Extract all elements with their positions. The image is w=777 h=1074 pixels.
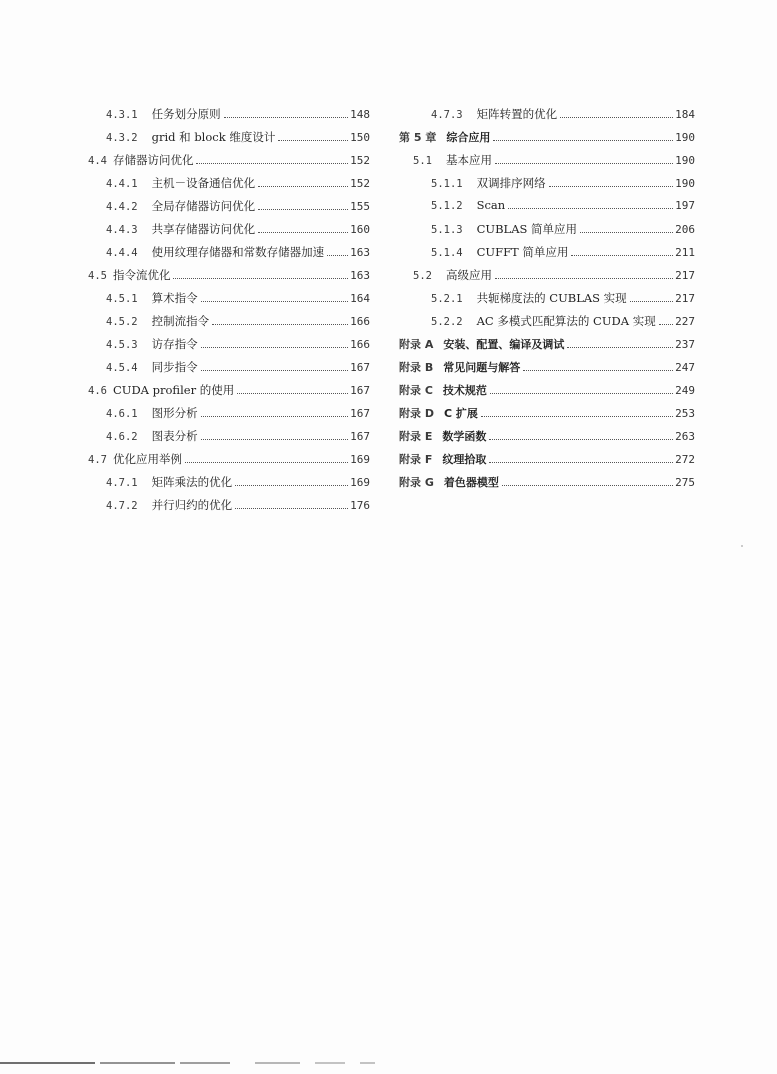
- toc-entry-page: 217: [675, 292, 695, 305]
- toc-entry-title: 常见问题与解答: [443, 361, 521, 374]
- toc-dot-leader: [495, 163, 673, 164]
- toc-entry-page: 211: [675, 246, 695, 259]
- toc-entry-page: 263: [675, 430, 695, 443]
- toc-dot-leader: [201, 439, 349, 440]
- toc-entry-page: 166: [350, 315, 370, 328]
- toc-entry: [88, 175, 370, 198]
- toc-entry: [88, 106, 370, 129]
- toc-dot-leader: [196, 163, 348, 164]
- toc-entry: [399, 106, 695, 129]
- toc-entry-page: 152: [350, 177, 370, 190]
- toc-dot-leader: [258, 209, 348, 210]
- toc-entry-number: 附录 B: [399, 361, 434, 374]
- toc-entry-page: 148: [350, 108, 370, 121]
- toc-entry-number: 4.7.2: [106, 500, 138, 512]
- toc-entry-title: 指令流优化: [112, 268, 171, 282]
- toc-entry-number: 5.1.4: [431, 247, 463, 259]
- toc-dot-leader: [523, 370, 673, 371]
- toc-entry-title: AC 多模式匹配算法的 CUDA 实现: [476, 314, 656, 328]
- toc-entry: [399, 405, 695, 428]
- toc-entry-page: 249: [675, 384, 695, 397]
- toc-entry-title: 矩阵乘法的优化: [151, 475, 233, 489]
- toc-dot-leader: [502, 485, 673, 486]
- toc-entry-title: CUFFT 简单应用: [476, 245, 569, 259]
- toc-entry: [88, 382, 370, 405]
- toc-entry-title: Scan: [476, 198, 506, 212]
- toc-entry-title: 基本应用: [445, 153, 492, 167]
- toc-entry-number: 4.6.1: [106, 408, 138, 420]
- toc-entry-title: 控制流指令: [151, 314, 210, 328]
- toc-entry-page: 272: [675, 453, 695, 466]
- toc-entry-number: 4.4.3: [106, 224, 138, 236]
- toc-dot-leader: [235, 508, 348, 509]
- toc-entry: [88, 474, 370, 497]
- toc-entry-number: 4.3.2: [106, 132, 138, 144]
- toc-entry-number: 4.3.1: [106, 109, 138, 121]
- toc-entry: [88, 359, 370, 382]
- toc-entry-number: 4.4: [88, 155, 107, 167]
- toc-entry: [399, 382, 695, 405]
- toc-entry-page: 150: [350, 131, 370, 144]
- toc-entry: [399, 244, 695, 267]
- toc-dot-leader: [659, 324, 673, 325]
- toc-entry-number: 4.5.3: [106, 339, 138, 351]
- toc-entry: [88, 313, 370, 336]
- toc-entry-title: 任务划分原则: [151, 107, 221, 121]
- toc-dot-leader: [630, 301, 673, 302]
- toc-dot-leader: [235, 485, 348, 486]
- toc-entry-title: 全局存储器访问优化: [151, 199, 256, 213]
- toc-entry-number: 4.7.1: [106, 477, 138, 489]
- toc-entry-page: 206: [675, 223, 695, 236]
- toc-entry-number: 4.4.2: [106, 201, 138, 213]
- toc-entry-number: 附录 E: [399, 430, 433, 443]
- toc-dot-leader: [201, 370, 349, 371]
- toc-entry-page: 163: [350, 246, 370, 259]
- toc-dot-leader: [495, 278, 673, 279]
- toc-entry-number: 5.1.3: [431, 224, 463, 236]
- toc-entry-number: 4.7.3: [431, 109, 463, 121]
- toc-entry: [88, 267, 370, 290]
- toc-entry-page: 167: [350, 407, 370, 420]
- toc-entry: [399, 221, 695, 244]
- toc-entry: [88, 451, 370, 474]
- toc-dot-leader: [201, 347, 349, 348]
- toc-entry-number: 4.4.1: [106, 178, 138, 190]
- toc-entry-number: 4.5.4: [106, 362, 138, 374]
- toc-dot-leader: [493, 140, 673, 141]
- toc-entry-page: 176: [350, 499, 370, 512]
- toc-entry-number: 5.1: [413, 155, 432, 167]
- toc-entry-page: 152: [350, 154, 370, 167]
- toc-dot-leader: [508, 208, 673, 209]
- toc-entry: [399, 451, 695, 474]
- toc-entry-number: 4.4.4: [106, 247, 138, 259]
- scan-speck: [741, 545, 743, 547]
- toc-entry: [399, 175, 695, 198]
- toc-entry-title: 技术规范: [442, 384, 487, 397]
- footer-rule: [0, 1062, 380, 1064]
- toc-entry-page: 197: [675, 199, 695, 212]
- toc-entry-page: 275: [675, 476, 695, 489]
- toc-entry-number: 5.2.1: [431, 293, 463, 305]
- toc-right-column: [399, 106, 695, 497]
- toc-entry-number: 4.7: [88, 454, 107, 466]
- toc-entry-title: 同步指令: [151, 360, 198, 374]
- toc-entry-number: 附录 C: [399, 384, 433, 397]
- toc-entry: [88, 336, 370, 359]
- toc-entry: [88, 244, 370, 267]
- toc-entry-page: 169: [350, 453, 370, 466]
- toc-entry: [88, 198, 370, 221]
- toc-entry-page: 217: [675, 269, 695, 282]
- toc-dot-leader: [571, 255, 673, 256]
- toc-entry: [399, 152, 695, 175]
- toc-entry-page: 166: [350, 338, 370, 351]
- toc-entry-page: 167: [350, 430, 370, 443]
- toc-entry-number: 附录 G: [399, 476, 434, 489]
- toc-dot-leader: [212, 324, 348, 325]
- toc-entry-number: 5.2: [413, 270, 432, 282]
- toc-entry: [88, 221, 370, 244]
- toc-entry: [399, 474, 695, 497]
- toc-entry-page: 184: [675, 108, 695, 121]
- toc-entry-title: 高级应用: [445, 268, 492, 282]
- toc-dot-leader: [549, 186, 674, 187]
- toc-entry-number: 4.5: [88, 270, 107, 282]
- toc-entry-number: 5.2.2: [431, 316, 463, 328]
- toc-entry: [399, 336, 695, 359]
- toc-entry-page: 160: [350, 223, 370, 236]
- toc-entry: [399, 267, 695, 290]
- toc-entry-page: 190: [675, 177, 695, 190]
- toc-dot-leader: [278, 140, 348, 141]
- toc-entry-page: 169: [350, 476, 370, 489]
- toc-entry-page: 227: [675, 315, 695, 328]
- toc-dot-leader: [489, 439, 673, 440]
- toc-entry-page: 237: [675, 338, 695, 351]
- toc-dot-leader: [481, 416, 673, 417]
- toc-entry: [88, 129, 370, 152]
- toc-dot-leader: [173, 278, 348, 279]
- toc-entry: [399, 290, 695, 313]
- toc-entry-title: 访存指令: [151, 337, 198, 351]
- toc-entry-title: 双调排序网络: [476, 176, 546, 190]
- toc-entry-page: 155: [350, 200, 370, 213]
- toc-entry-page: 190: [675, 154, 695, 167]
- toc-entry: [88, 428, 370, 451]
- toc-entry-title: CUBLAS 简单应用: [476, 222, 578, 236]
- toc-entry: [399, 428, 695, 451]
- toc-entry: [88, 405, 370, 428]
- toc-entry-page: 164: [350, 292, 370, 305]
- toc-entry: [399, 359, 695, 382]
- toc-entry-title: 使用纹理存储器和常数存储器加速: [151, 245, 325, 259]
- toc-entry-number: 4.5.1: [106, 293, 138, 305]
- toc-entry-title: 纹理拾取: [442, 453, 487, 466]
- toc-entry-number: 附录 A: [399, 338, 434, 351]
- toc-entry-title: 安装、配置、编译及调试: [443, 338, 565, 351]
- toc-entry-number: 附录 F: [399, 453, 433, 466]
- toc-entry-number: 4.5.2: [106, 316, 138, 328]
- toc-entry-number: 4.6.2: [106, 431, 138, 443]
- toc-entry: [88, 152, 370, 175]
- toc-entry-title: C 扩展: [443, 407, 478, 420]
- toc-dot-leader: [201, 301, 349, 302]
- toc-entry-title: 数学函数: [442, 430, 487, 443]
- toc-entry-title: 着色器模型: [443, 476, 499, 489]
- toc-entry-title: 并行归约的优化: [151, 498, 233, 512]
- toc-dot-leader: [490, 393, 673, 394]
- toc-dot-leader: [201, 416, 349, 417]
- toc-dot-leader: [567, 347, 673, 348]
- toc-entry-number: 第 5 章: [399, 131, 437, 144]
- toc-entry-title: 存储器访问优化: [112, 153, 194, 167]
- toc-entry-title: 共轭梯度法的 CUBLAS 实现: [476, 291, 627, 305]
- toc-dot-leader: [224, 117, 349, 118]
- toc-left-column: [88, 106, 370, 520]
- toc-dot-leader: [327, 255, 348, 256]
- toc-dot-leader: [237, 393, 348, 394]
- toc-entry-title: 主机－设备通信优化: [151, 176, 256, 190]
- toc-entry-number: 4.6: [88, 385, 107, 397]
- toc-entry-title: 矩阵转置的优化: [476, 107, 558, 121]
- toc-entry-title: 综合应用: [446, 131, 491, 144]
- toc-entry-page: 247: [675, 361, 695, 374]
- toc-entry: [399, 313, 695, 336]
- toc-entry-page: 167: [350, 384, 370, 397]
- toc-entry-page: 167: [350, 361, 370, 374]
- toc-entry: [399, 198, 695, 221]
- toc-entry: [399, 129, 695, 152]
- toc-entry-title: 共享存储器访问优化: [151, 222, 256, 236]
- toc-entry-title: 图形分析: [151, 406, 198, 420]
- toc-entry-title: 算术指令: [151, 291, 198, 305]
- toc-dot-leader: [258, 186, 348, 187]
- toc-entry-number: 5.1.2: [431, 200, 463, 212]
- toc-entry: [88, 497, 370, 520]
- toc-entry-page: 190: [675, 131, 695, 144]
- toc-entry-title: 优化应用举例: [112, 452, 182, 466]
- toc-entry-number: 5.1.1: [431, 178, 463, 190]
- toc-dot-leader: [258, 232, 348, 233]
- toc-dot-leader: [560, 117, 673, 118]
- toc-dot-leader: [185, 462, 348, 463]
- toc-dot-leader: [489, 462, 673, 463]
- toc-entry: [88, 290, 370, 313]
- toc-entry-number: 附录 D: [399, 407, 434, 420]
- toc-dot-leader: [580, 232, 673, 233]
- toc-entry-title: grid 和 block 维度设计: [151, 130, 276, 144]
- toc-entry-page: 163: [350, 269, 370, 282]
- toc-entry-page: 253: [675, 407, 695, 420]
- toc-entry-title: CUDA profiler 的使用: [112, 383, 235, 397]
- toc-entry-title: 图表分析: [151, 429, 198, 443]
